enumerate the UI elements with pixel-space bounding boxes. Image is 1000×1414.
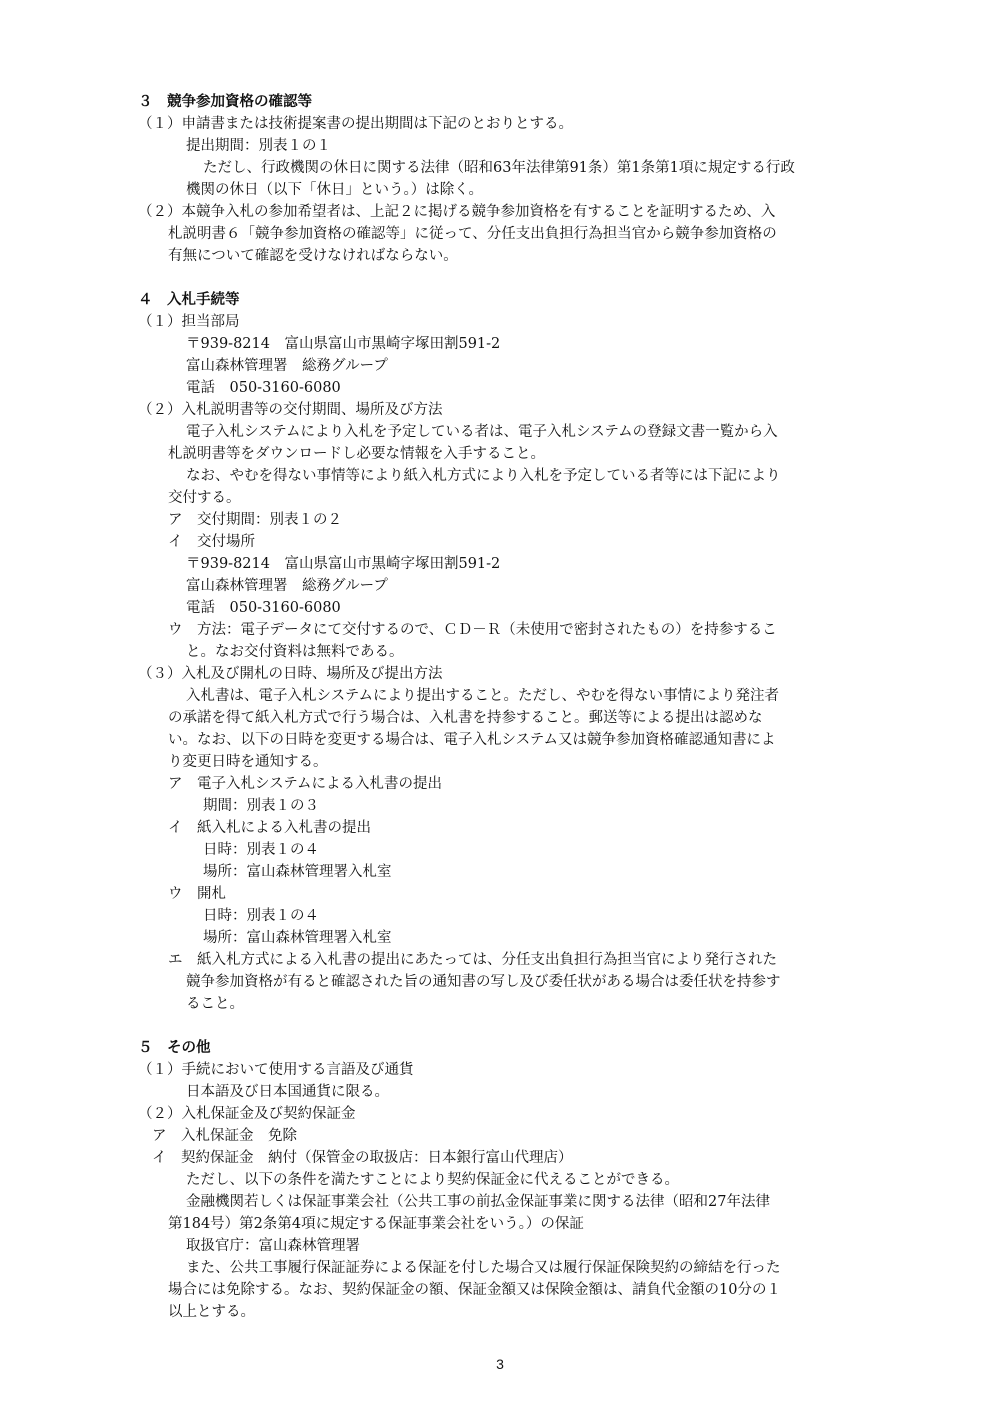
body-line: エ 紙入札方式による入札書の提出にあたっては、分任支出負担行為担当官により発行された [168, 952, 777, 968]
body-line: 富山森林管理署 総務グループ [186, 578, 388, 594]
body-line: 〒939-8214 富山県富山市黒崎字塚田割591-2 [186, 556, 501, 572]
body-line: ア 入札保証金 免除 [152, 1128, 297, 1144]
body-line: 入札書は、電子入札システムにより提出すること。ただし、やむを得ない事情により発注者 [186, 688, 780, 704]
body-line: 電子入札システムにより入札を予定している者は、電子入札システムの登録文書一覧から入 [186, 424, 778, 440]
body-line: （１）申請書または技術提案書の提出期間は下記のとおりとする。 [138, 116, 573, 132]
body-line: 競争参加資格が有ると確認された旨の通知書の写し及び委任状がある場合は委任状を持参す [186, 974, 781, 990]
body-line: 日時：別表１の４ [203, 908, 319, 924]
section-heading: ４ 入札手続等 [138, 292, 240, 308]
body-line: 札説明書６「競争参加資格の確認等」に従って、分任支出負担行為担当官から競争参加資格の [168, 226, 777, 242]
body-line: 場所：富山森林管理署入札室 [203, 864, 392, 880]
body-line: 金融機関若しくは保証事業会社（公共工事の前払金保証事業に関する法律（昭和27年法律 [186, 1194, 770, 1210]
body-line: イ 紙入札による入札書の提出 [168, 820, 371, 836]
body-line: 期間：別表１の３ [203, 798, 319, 814]
section-heading: ３ 競争参加資格の確認等 [138, 94, 312, 110]
body-line: （２）入札保証金及び契約保証金 [138, 1106, 356, 1122]
body-line: 場合には免除する。なお、契約保証金の額、保証金額又は保険金額は、請負代金額の10分の１ [168, 1282, 781, 1298]
body-line: 日本語及び日本国通貨に限る。 [186, 1084, 389, 1100]
body-line: ただし、行政機関の休日に関する法律（昭和63年法律第91条）第1条第1項に規定する行政 [203, 160, 795, 176]
body-line: イ 交付場所 [168, 534, 255, 550]
body-line: 富山森林管理署 総務グループ [186, 358, 388, 374]
body-line: （１）手続において使用する言語及び通貨 [138, 1062, 414, 1078]
body-line: （３）入札及び開札の日時、場所及び提出方法 [138, 666, 443, 682]
body-line: り変更日時を通知する。 [168, 754, 328, 770]
body-line: 有無について確認を受けなければならない。 [168, 248, 458, 264]
body-line: い。なお、以下の日時を変更する場合は、電子入札システム又は競争参加資格確認通知書によ [168, 732, 776, 748]
body-line: 取扱官庁：富山森林管理署 [186, 1238, 360, 1254]
section-heading: ５ その他 [138, 1040, 211, 1056]
body-line: 場所：富山森林管理署入札室 [203, 930, 392, 946]
body-line: なお、やむを得ない事情等により紙入札方式により入札を予定している者等には下記により [186, 468, 781, 484]
body-line: 〒939-8214 富山県富山市黒崎字塚田割591-2 [186, 336, 501, 352]
body-line: 日時：別表１の４ [203, 842, 319, 858]
body-line: 電話 050-3160-6080 [186, 600, 341, 616]
body-line: 機関の休日（以下「休日」という。）は除く。 [186, 182, 483, 198]
body-line: 札説明書等をダウンロードし必要な情報を入手すること。 [168, 446, 545, 462]
body-line: 以上とする。 [168, 1304, 255, 1320]
body-line: 交付する。 [168, 490, 241, 506]
body-line: ウ 方法：電子データにて交付するので、ＣＤ－Ｒ（未使用で密封されたもの）を持参するこ [168, 622, 777, 638]
body-line: （２）入札説明書等の交付期間、場所及び方法 [138, 402, 443, 418]
body-line: と。なお交付資料は無料である。 [186, 644, 404, 660]
body-line: の承諾を得て紙入札方式で行う場合は、入札書を持参すること。郵送等による提出は認めな [168, 710, 763, 726]
body-line: 第184号）第2条第4項に規定する保証事業会社をいう。）の保証 [168, 1216, 584, 1232]
body-line: ただし、以下の条件を満たすことにより契約保証金に代えることができる。 [186, 1172, 679, 1188]
body-line: （２）本競争入札の参加希望者は、上記２に掲げる競争参加資格を有することを証明するため、入 [138, 204, 776, 220]
body-line: ア 電子入札システムによる入札書の提出 [168, 776, 443, 792]
body-line: 電話 050-3160-6080 [186, 380, 341, 396]
body-line: （１）担当部局 [138, 314, 240, 330]
body-line: また、公共工事履行保証証券による保証を付した場合又は履行保証保険契約の締結を行った [186, 1260, 781, 1276]
page-number: 3 [496, 1356, 504, 1372]
body-line: ウ 開札 [168, 886, 226, 902]
body-line: ア 交付期間：別表１の２ [168, 512, 342, 528]
body-line: ること。 [186, 996, 244, 1012]
body-line: イ 契約保証金 納付（保管金の取扱店：日本銀行富山代理店） [152, 1150, 573, 1166]
body-line: 提出期間：別表１の１ [186, 138, 331, 154]
